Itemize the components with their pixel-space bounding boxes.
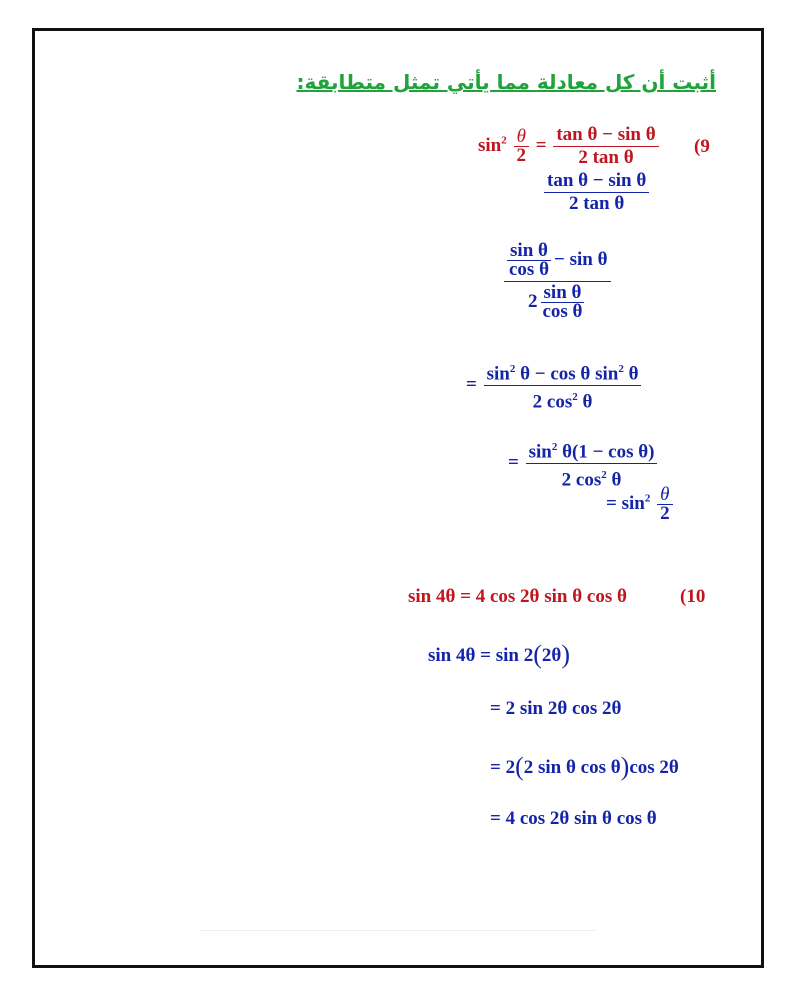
problem-10-line-2: = 2 sin 2θ cos 2θ	[490, 698, 622, 719]
equals-sign: =	[535, 134, 547, 156]
footer-strip	[200, 930, 596, 959]
step-4-numerator: $\sin^2 \theta(1 - \cos \theta)$	[526, 436, 658, 464]
problem-10-line-1: sin 4θ = sin 2(2θ)	[428, 640, 570, 669]
step-3-equals: =	[466, 374, 477, 396]
lhs-exponent: 2	[501, 134, 507, 147]
lhs-numerator: θ	[514, 128, 529, 147]
result-fraction	[657, 486, 673, 523]
result-lhs: = sin	[606, 492, 645, 514]
step-2-inner-fraction	[506, 242, 552, 279]
problem-10-line-3: = 2(2 sin θ cos θ)cos 2θ	[490, 752, 679, 781]
problem-9-result	[606, 486, 675, 523]
problem-9-step-1	[542, 170, 651, 215]
step-3-denominator: 2 $\cos^2 \theta$	[532, 391, 593, 413]
step-4-equals: =	[508, 452, 519, 474]
problem-9-number: (9	[694, 136, 710, 157]
step-3-fraction	[484, 358, 642, 414]
step-3-numerator: $\sin^2 \theta - \cos \theta$ $\sin^2 \theta$	[484, 358, 642, 386]
problem-10-line-4: = 4 cos 2θ sin θ cos θ	[490, 808, 657, 829]
exercise-heading: أثبت أن كل معادلة مما يأتي تمثل متطابقة:	[296, 70, 716, 94]
step-2-inner-num: sin θ	[507, 242, 551, 261]
rhs-denominator: 2 tan θ	[578, 147, 634, 168]
step-4-denominator: 2 $\cos^2 \theta$	[561, 469, 622, 491]
step-2-fraction	[504, 242, 611, 321]
lhs-fn: sin	[478, 134, 502, 156]
step-2-coefficient: 2	[527, 290, 538, 312]
problem-9-step-3	[466, 358, 643, 414]
result-denominator: 2	[660, 503, 670, 524]
step-2-den-num: sin θ	[541, 284, 585, 303]
step-2-numerator	[504, 242, 611, 282]
rhs-numerator: tan θ − sin θ	[553, 124, 658, 147]
lhs-fraction	[514, 128, 530, 165]
step-2-minus: − sin θ	[554, 248, 608, 270]
rhs-fraction	[553, 124, 658, 169]
step-2-denominator	[525, 282, 591, 321]
step-2-inner-den: cos θ	[509, 259, 549, 280]
problem-10-number: (10	[680, 586, 706, 607]
problem-9-step-2	[502, 242, 613, 321]
problem-9-statement	[478, 124, 661, 169]
result-exponent: 2	[644, 492, 651, 505]
lhs-denominator: 2	[516, 145, 526, 166]
step-4-fraction	[526, 436, 658, 492]
step-2-den-fraction	[539, 284, 585, 321]
step-1-numerator: tan θ − sin θ	[544, 170, 649, 193]
result-numerator: θ	[657, 486, 672, 505]
step-1-denominator: 2 tan θ	[568, 193, 625, 214]
step-1-fraction	[544, 170, 649, 215]
step-2-den-den: cos θ	[542, 301, 583, 322]
problem-10-statement: sin 4θ = 4 cos 2θ sin θ cos θ	[408, 586, 627, 607]
problem-9-step-4	[508, 436, 659, 492]
